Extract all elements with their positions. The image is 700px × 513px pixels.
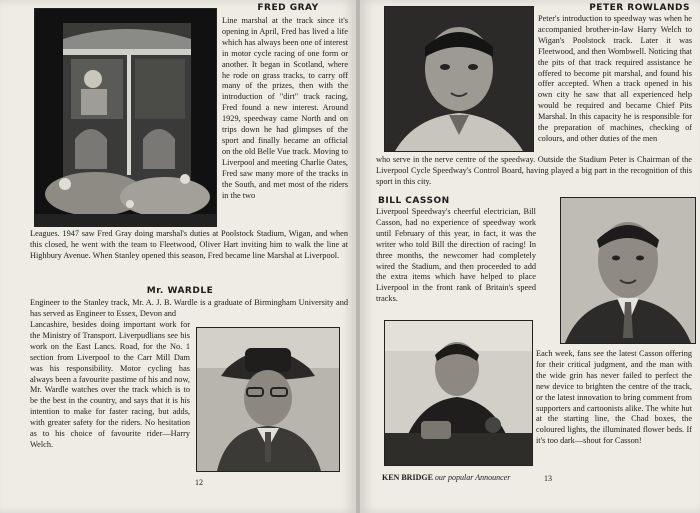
peter-rowlands-heading: PETER ROWLANDS <box>589 3 690 13</box>
wardle-heading: Mr. WARDLE <box>146 286 214 296</box>
bill-casson-paragraph: Liverpool Speedway's cheerful electrician, Bill Casson, had no experience of speedway work until February of this year, in fact, it was the writer who told Bill the direction of racing! In three months, the newcomer had completely wired the Stadium, and then proceeded to add the extra items which have helped to place Liverpool in the front rank of Britain's speed tracks. <box>376 207 536 304</box>
fred-gray-photo <box>34 8 217 227</box>
peter-rowlands-column-text <box>538 14 692 145</box>
fred-gray-paragraph-continued: Leagues. 1947 saw Fred Gray doing marshal's duties at Poolstock Stadium, Wigan, and when this closed, he went with the team to Fleetwood, Oliver Hart inviting him to walk the line at Highbury Avenue. When Stanley opened this season, Fred became line Marshal at Liverpool. <box>30 229 348 260</box>
peter-rowlands-photo <box>384 6 534 152</box>
wardle-intro-text <box>30 298 348 320</box>
right-page-number: 13 <box>544 474 552 483</box>
caption-role: our popular Announcer <box>434 473 511 482</box>
bill-casson-column-text <box>376 207 536 305</box>
wardle-photo <box>196 327 340 472</box>
fred-gray-heading: FRED GRAY <box>257 3 319 13</box>
peter-rowlands-paragraph-continued: who serve in the nerve centre of the speedway. Outside the Stadium Peter is Chairman of the Liverpool Cycle Speedway's Control Board, having played a big part in the recognition of this sport in this city. <box>376 155 692 186</box>
ken-bridge-photo <box>384 320 533 466</box>
fred-gray-paragraph: Line marshal at the track since it's opening in April, Fred has lived a life which has always been one of interest in motor cycle racing of one form or another. It began in Scotland, where he rode on grass tracks, to carry off many of the prizes, then with the introduction of "dirt" track racing, Fred found a new interest. Around 1929, speedway came North and on trips down he had glimpses of the sport and finally became an official on the old Belle Vue track. Moving to Liverpool and meeting Charlie Oates, Fred saw many more of the tracks in the South, and met most of the riders in the two <box>222 16 348 200</box>
bill-casson-heading: BILL CASSON <box>378 196 450 206</box>
ken-bridge-caption <box>382 473 510 482</box>
caption-name: KEN BRIDGE <box>382 473 433 482</box>
wardle-column-text <box>30 320 190 451</box>
wardle-paragraph: Lancashire, besides doing important work for the Ministry of Transport. Liverpudlians see his work on the East Lancs. Road, for the No. 1 section from Liverpool to the Carr Mill Dam was his responsibility. Motor cycling has always been a favourite pastime of his and now, Mr. Wardle watches over the track which is to be the best in the country, and says that it is his intention to make for faster racing, but adds, with greater safety for the riders. No hesitation as to his choice of favourite rider—Harry Welch. <box>30 320 190 449</box>
wardle-intro-paragraph: Engineer to the Stanley track, Mr. A. J. B. Wardle is a graduate of Birmingham University and has served as Engineer to Essex, Devon and <box>30 298 348 318</box>
peter-rowlands-full-text <box>376 155 692 188</box>
bill-casson-photo <box>560 197 696 344</box>
left-page-number: 12 <box>195 478 203 487</box>
peter-rowlands-paragraph: Peter's introduction to speedway was when he accompanied brother-in-law Harry Welch to Wigan's Poolstock track. Later it was Fleetwood, and then Wombwell. Noticing that the pits of that track required assistance he offered to become pit marshal, and found his offer accepted. When a track opened in his own city he saw that all experienced help would be required and became Chief Pits Marshal. In this capacity he is responsible for the preparation of machines, checking of colours, and other duties of the men <box>538 14 692 143</box>
fred-gray-column-text <box>222 16 348 201</box>
bill-casson-paragraph-continued: Each week, fans see the latest Casson offering for their critical judgment, and the man with the wide grin has never failed to perfect the new device to brighten the centre of the track, or the latest innovation to bring comment from supporters and cartoonists alike. The white hut at the starting line, the Chad boxes, the coloured lights, the illuminated flower beds. If it's too dark—shout for Casson! <box>536 349 692 446</box>
fred-gray-full-text <box>30 229 348 262</box>
right-page <box>360 0 700 513</box>
bill-casson-lower-text <box>536 349 692 447</box>
